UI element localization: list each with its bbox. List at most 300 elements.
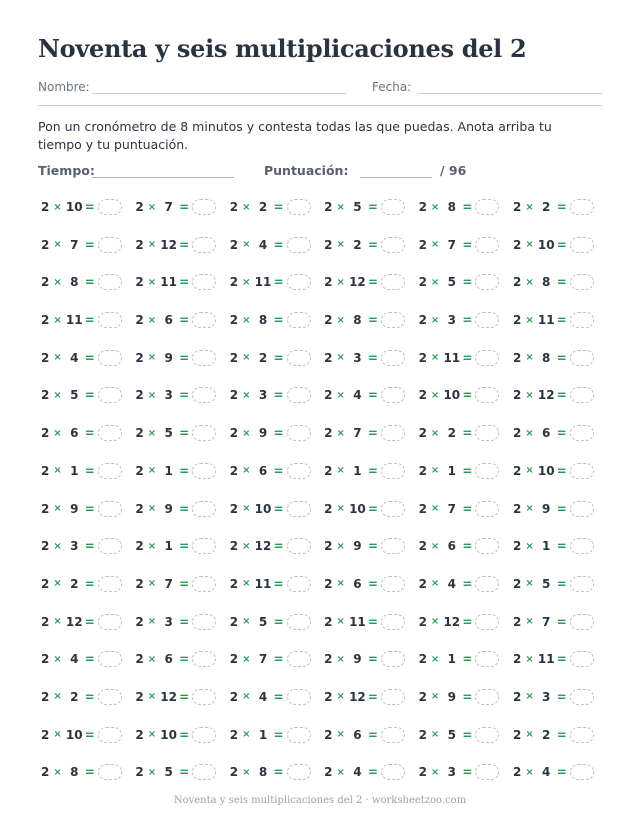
times-sign: ×: [242, 691, 251, 703]
header-divider: [38, 105, 602, 106]
problem-factor-a: 2: [512, 426, 522, 441]
equals-sign: =: [556, 200, 567, 214]
problem-factor-a: 2: [324, 576, 333, 591]
problem-item: [135, 347, 229, 369]
answer-box[interactable]: [475, 576, 499, 592]
problem-item: [513, 460, 607, 482]
problem-factor-a: 2: [229, 313, 239, 328]
equals-sign: =: [179, 614, 190, 629]
problem-factor-b: 2: [542, 200, 551, 214]
answer-box[interactable]: [98, 425, 122, 441]
equals-sign: =: [179, 200, 190, 214]
name-field[interactable]: [92, 93, 346, 94]
problem-factor-a: 2: [418, 426, 427, 441]
problem-item: [513, 309, 607, 331]
answer-box[interactable]: [192, 387, 216, 403]
problem-factor-a: 2: [418, 765, 427, 780]
problem-factor-a: 2: [418, 313, 427, 328]
equals-sign: =: [273, 200, 284, 214]
answer-box[interactable]: [192, 237, 216, 253]
equals-sign: =: [84, 727, 95, 742]
problem-factor-b: 9: [353, 539, 362, 554]
problem-factor-b: 6: [542, 426, 551, 441]
times-sign: ×: [147, 276, 157, 288]
problem-factor-b: 3: [164, 614, 173, 629]
equals-sign: =: [556, 388, 567, 403]
problem-item: [324, 234, 418, 256]
problem-factor-b: 8: [258, 765, 268, 780]
problem-factor-a: 2: [41, 275, 50, 290]
problem-factor-a: 2: [512, 313, 522, 328]
answer-box[interactable]: [98, 689, 122, 705]
problem-item: [135, 196, 229, 218]
problem-factor-a: 2: [418, 727, 427, 742]
answer-box[interactable]: [475, 614, 499, 630]
problem-factor-b: 8: [70, 275, 79, 290]
date-field[interactable]: [418, 93, 602, 94]
times-sign: ×: [336, 653, 345, 665]
equals-sign: =: [367, 652, 378, 667]
answer-box[interactable]: [475, 651, 499, 667]
equals-sign: =: [367, 614, 378, 629]
equals-sign: =: [367, 200, 378, 214]
times-sign: ×: [147, 691, 157, 703]
times-sign: ×: [430, 352, 440, 364]
problem-item: [419, 535, 513, 557]
problem-item: [135, 422, 229, 444]
problem-factor-a: 2: [324, 614, 333, 629]
equals-sign: =: [179, 689, 190, 704]
problem-item: [41, 648, 135, 670]
problem-factor-b: 7: [164, 576, 173, 591]
answer-box[interactable]: [98, 463, 122, 479]
problem-factor-b: 3: [164, 388, 173, 403]
equals-sign: =: [273, 463, 284, 478]
answer-box[interactable]: [287, 387, 311, 403]
equals-sign: =: [556, 689, 567, 704]
problem-factor-a: 2: [135, 689, 144, 704]
answer-box[interactable]: [287, 651, 311, 667]
times-sign: ×: [430, 314, 440, 326]
answer-box[interactable]: [192, 463, 216, 479]
problem-item: [230, 347, 324, 369]
answer-box[interactable]: [570, 764, 594, 780]
problem-factor-b: 2: [258, 350, 268, 365]
answer-box[interactable]: [192, 274, 216, 290]
answer-box[interactable]: [475, 312, 499, 328]
answer-box[interactable]: [570, 501, 594, 517]
answer-box[interactable]: [475, 387, 499, 403]
answer-box[interactable]: [381, 274, 405, 290]
problem-factor-a: 2: [135, 614, 144, 629]
problem-factor-a: 2: [135, 463, 144, 478]
answer-box[interactable]: [192, 538, 216, 554]
problem-factor-b: 6: [164, 652, 173, 667]
problem-factor-b: 9: [164, 501, 173, 516]
times-sign: ×: [147, 766, 157, 778]
problem-factor-b: 6: [70, 426, 79, 441]
problem-factor-b: 11: [65, 313, 83, 328]
answer-box[interactable]: [381, 538, 405, 554]
times-sign: ×: [53, 691, 62, 703]
problem-factor-b: 12: [443, 614, 461, 629]
answer-box[interactable]: [98, 576, 122, 592]
problem-item: [513, 384, 607, 406]
answer-box[interactable]: [287, 501, 311, 517]
answer-box[interactable]: [98, 274, 122, 290]
times-sign: ×: [430, 427, 440, 439]
answer-box[interactable]: [192, 576, 216, 592]
problem-item: [135, 686, 229, 708]
answer-box[interactable]: [475, 425, 499, 441]
answer-box[interactable]: [287, 576, 311, 592]
name-date-row: [38, 80, 602, 98]
answer-box[interactable]: [475, 538, 499, 554]
times-sign: ×: [147, 239, 157, 251]
problem-factor-a: 2: [512, 765, 522, 780]
problem-factor-a: 2: [324, 237, 333, 252]
problem-factor-a: 2: [324, 652, 333, 667]
problem-factor-a: 2: [324, 388, 333, 403]
problem-factor-b: 4: [353, 388, 362, 403]
answer-box[interactable]: [475, 199, 499, 215]
equals-sign: =: [367, 313, 378, 328]
answer-box[interactable]: [570, 727, 594, 743]
problem-factor-a: 2: [135, 539, 144, 554]
problem-factor-b: 1: [258, 727, 268, 742]
equals-sign: =: [179, 765, 190, 780]
answer-box[interactable]: [192, 501, 216, 517]
problem-item: [135, 648, 229, 670]
answer-box[interactable]: [98, 538, 122, 554]
answer-box[interactable]: [192, 425, 216, 441]
equals-sign: =: [462, 539, 473, 554]
answer-box[interactable]: [287, 237, 311, 253]
problem-item: [419, 196, 513, 218]
equals-sign: =: [556, 765, 567, 780]
answer-box[interactable]: [381, 237, 405, 253]
equals-sign: =: [556, 576, 567, 591]
problem-factor-b: 1: [70, 463, 79, 478]
answer-box[interactable]: [287, 538, 311, 554]
problem-factor-b: 5: [258, 614, 268, 629]
problem-item: [230, 611, 324, 633]
answer-box[interactable]: [287, 689, 311, 705]
time-field[interactable]: [92, 177, 234, 178]
problem-item: [513, 761, 607, 783]
times-sign: ×: [525, 540, 534, 552]
answer-box[interactable]: [287, 350, 311, 366]
times-sign: ×: [336, 201, 345, 213]
equals-sign: =: [84, 652, 95, 667]
problem-item: [419, 309, 513, 331]
equals-sign: =: [273, 426, 284, 441]
problem-item: [41, 347, 135, 369]
times-sign: ×: [336, 729, 345, 741]
answer-box[interactable]: [287, 274, 311, 290]
times-sign: ×: [525, 201, 534, 213]
problem-factor-a: 2: [418, 463, 427, 478]
answer-box[interactable]: [98, 350, 122, 366]
answer-box[interactable]: [570, 199, 594, 215]
problem-factor-a: 2: [135, 237, 144, 252]
answer-box[interactable]: [475, 727, 499, 743]
answer-box[interactable]: [381, 614, 405, 630]
answer-box[interactable]: [192, 199, 216, 215]
equals-sign: =: [462, 426, 473, 441]
answer-box[interactable]: [381, 727, 405, 743]
answer-box[interactable]: [287, 199, 311, 215]
times-sign: ×: [430, 276, 440, 288]
answer-box[interactable]: [475, 237, 499, 253]
answer-box[interactable]: [475, 689, 499, 705]
equals-sign: =: [84, 539, 95, 554]
problem-factor-a: 2: [229, 539, 239, 554]
problem-factor-a: 2: [324, 350, 333, 365]
times-sign: ×: [430, 540, 440, 552]
problem-factor-b: 2: [70, 576, 79, 591]
problem-factor-b: 9: [70, 501, 79, 516]
times-sign: ×: [525, 314, 534, 326]
answer-box[interactable]: [192, 689, 216, 705]
answer-box[interactable]: [192, 727, 216, 743]
equals-sign: =: [84, 501, 95, 516]
answer-box[interactable]: [287, 312, 311, 328]
answer-box[interactable]: [381, 350, 405, 366]
answer-box[interactable]: [570, 274, 594, 290]
problem-factor-b: 4: [353, 765, 362, 780]
answer-box[interactable]: [570, 576, 594, 592]
equals-sign: =: [367, 237, 378, 252]
answer-box[interactable]: [98, 727, 122, 743]
answer-box[interactable]: [570, 463, 594, 479]
problem-item: [324, 724, 418, 746]
answer-box[interactable]: [570, 689, 594, 705]
answer-box[interactable]: [98, 387, 122, 403]
answer-box[interactable]: [381, 651, 405, 667]
answer-box[interactable]: [98, 501, 122, 517]
answer-box[interactable]: [192, 312, 216, 328]
problem-item: [230, 234, 324, 256]
score-total: / 96: [440, 163, 467, 178]
answer-box[interactable]: [381, 501, 405, 517]
problem-factor-a: 2: [512, 727, 522, 742]
problem-item: [513, 498, 607, 520]
answer-box[interactable]: [98, 651, 122, 667]
problem-item: [41, 422, 135, 444]
answer-box[interactable]: [192, 764, 216, 780]
problem-factor-a: 2: [229, 463, 239, 478]
problem-factor-b: 12: [349, 275, 366, 290]
equals-sign: =: [84, 200, 95, 214]
problem-factor-a: 2: [512, 237, 522, 252]
equals-sign: =: [367, 501, 378, 516]
problem-factor-a: 2: [512, 689, 522, 704]
answer-box[interactable]: [192, 614, 216, 630]
problem-factor-b: 3: [353, 350, 362, 365]
answer-box[interactable]: [98, 237, 122, 253]
problem-factor-b: 11: [443, 350, 461, 365]
times-sign: ×: [147, 503, 157, 514]
problem-factor-b: 11: [349, 614, 366, 629]
equals-sign: =: [273, 237, 284, 252]
problem-item: [41, 460, 135, 482]
problem-factor-b: 2: [353, 237, 362, 252]
answer-box[interactable]: [287, 463, 311, 479]
problem-item: [41, 611, 135, 633]
answer-box[interactable]: [98, 199, 122, 215]
problem-factor-b: 7: [164, 200, 173, 214]
times-sign: ×: [53, 729, 62, 741]
problem-factor-a: 2: [229, 614, 239, 629]
problem-factor-b: 7: [353, 426, 362, 441]
answer-box[interactable]: [570, 538, 594, 554]
problem-factor-b: 4: [258, 237, 268, 252]
score-label: Puntuación:: [264, 163, 349, 178]
problem-factor-a: 2: [418, 501, 427, 516]
problem-item: [135, 573, 229, 595]
problem-item: [324, 460, 418, 482]
answer-box[interactable]: [381, 463, 405, 479]
equals-sign: =: [84, 426, 95, 441]
times-sign: ×: [430, 389, 440, 401]
times-sign: ×: [336, 578, 345, 590]
equals-sign: =: [179, 350, 190, 365]
equals-sign: =: [179, 576, 190, 591]
problem-factor-a: 2: [229, 426, 239, 441]
equals-sign: =: [84, 765, 95, 780]
problem-factor-b: 4: [70, 652, 79, 667]
equals-sign: =: [84, 614, 95, 629]
answer-box[interactable]: [98, 312, 122, 328]
problem-item: [513, 573, 607, 595]
problem-factor-a: 2: [41, 237, 50, 252]
times-sign: ×: [525, 352, 534, 364]
times-sign: ×: [430, 691, 440, 703]
equals-sign: =: [367, 727, 378, 742]
date-label: Fecha:: [372, 80, 412, 94]
equals-sign: =: [367, 765, 378, 780]
answer-box[interactable]: [287, 727, 311, 743]
times-sign: ×: [525, 389, 534, 401]
equals-sign: =: [84, 350, 95, 365]
times-sign: ×: [336, 465, 345, 477]
problem-item: [324, 347, 418, 369]
equals-sign: =: [179, 426, 190, 441]
score-field[interactable]: [360, 177, 432, 178]
times-sign: ×: [430, 578, 440, 590]
problem-factor-a: 2: [229, 388, 239, 403]
equals-sign: =: [84, 463, 95, 478]
problem-factor-b: 6: [447, 539, 456, 554]
equals-sign: =: [462, 576, 473, 591]
problem-factor-b: 8: [542, 275, 551, 290]
equals-sign: =: [179, 652, 190, 667]
answer-box[interactable]: [475, 350, 499, 366]
problem-item: [419, 347, 513, 369]
equals-sign: =: [462, 275, 473, 290]
answer-box[interactable]: [381, 425, 405, 441]
problem-factor-a: 2: [41, 463, 50, 478]
times-sign: ×: [336, 540, 345, 552]
answer-box[interactable]: [570, 387, 594, 403]
answer-box[interactable]: [570, 651, 594, 667]
answer-box[interactable]: [570, 312, 594, 328]
times-sign: ×: [525, 578, 534, 590]
answer-box[interactable]: [381, 199, 405, 215]
answer-box[interactable]: [475, 274, 499, 290]
problem-factor-a: 2: [41, 576, 50, 591]
equals-sign: =: [273, 614, 284, 629]
answer-box[interactable]: [287, 425, 311, 441]
equals-sign: =: [462, 614, 473, 629]
problem-item: [230, 648, 324, 670]
answer-box[interactable]: [475, 501, 499, 517]
answer-box[interactable]: [287, 764, 311, 780]
times-sign: ×: [242, 729, 251, 741]
problem-factor-a: 2: [135, 313, 144, 328]
answer-box[interactable]: [381, 764, 405, 780]
problem-item: [41, 761, 135, 783]
footer: Noventa y seis multiplicaciones del 2 · worksheetzoo.com: [173, 795, 467, 806]
times-sign: ×: [336, 503, 345, 514]
times-sign: ×: [53, 653, 62, 665]
answer-box[interactable]: [287, 614, 311, 630]
times-sign: ×: [336, 389, 345, 401]
problem-factor-b: 4: [447, 576, 456, 591]
answer-box[interactable]: [570, 350, 594, 366]
answer-box[interactable]: [381, 689, 405, 705]
problem-item: [419, 573, 513, 595]
problem-item: [135, 611, 229, 633]
problem-factor-b: 10: [65, 200, 83, 214]
problem-factor-a: 2: [41, 539, 50, 554]
times-sign: ×: [147, 389, 157, 401]
times-sign: ×: [53, 766, 62, 778]
answer-box[interactable]: [381, 312, 405, 328]
answer-box[interactable]: [570, 237, 594, 253]
times-sign: ×: [53, 201, 62, 213]
problem-factor-a: 2: [512, 539, 522, 554]
score-row: [38, 163, 602, 181]
problem-factor-b: 3: [542, 689, 551, 704]
times-sign: ×: [242, 578, 251, 590]
answer-box[interactable]: [98, 614, 122, 630]
answer-box[interactable]: [192, 651, 216, 667]
problem-factor-a: 2: [418, 200, 427, 214]
answer-box[interactable]: [381, 576, 405, 592]
equals-sign: =: [367, 689, 378, 704]
equals-sign: =: [273, 539, 284, 554]
problem-factor-a: 2: [418, 614, 427, 629]
answer-box[interactable]: [192, 350, 216, 366]
times-sign: ×: [147, 540, 157, 552]
problem-factor-a: 2: [135, 200, 144, 214]
answer-box[interactable]: [98, 764, 122, 780]
problem-item: [135, 498, 229, 520]
problem-factor-a: 2: [324, 275, 333, 290]
answer-box[interactable]: [475, 463, 499, 479]
times-sign: ×: [242, 276, 251, 288]
answer-box[interactable]: [381, 387, 405, 403]
times-sign: ×: [53, 314, 62, 326]
times-sign: ×: [53, 465, 62, 477]
answer-box[interactable]: [570, 425, 594, 441]
equals-sign: =: [273, 350, 284, 365]
answer-box[interactable]: [475, 764, 499, 780]
problem-item: [513, 271, 607, 293]
answer-box[interactable]: [570, 614, 594, 630]
